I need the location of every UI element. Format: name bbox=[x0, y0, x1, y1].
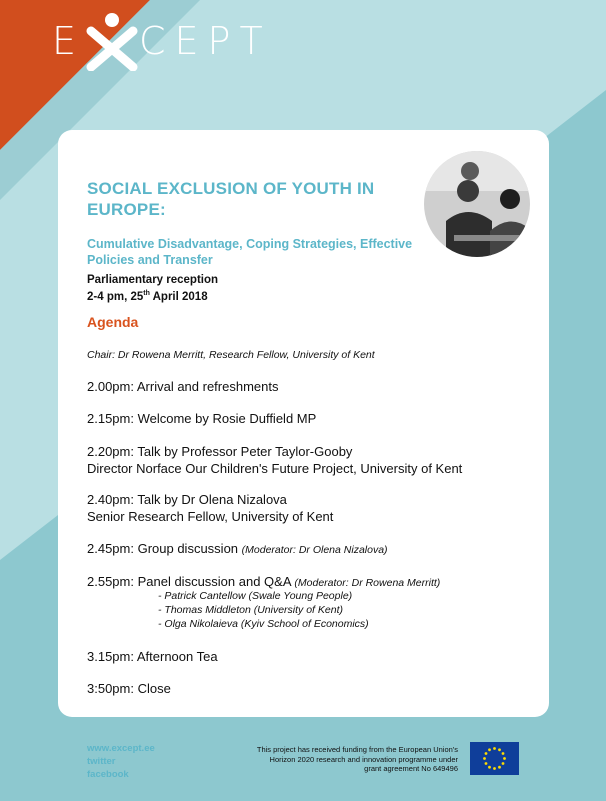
agenda-item: 2.15pm: Welcome by Rosie Duffield MP bbox=[87, 411, 317, 426]
logo-text-left: E bbox=[52, 19, 86, 63]
website-link[interactable]: www.except.ee bbox=[87, 743, 155, 754]
twitter-link[interactable]: twitter bbox=[87, 756, 116, 767]
panelist: - Olga Nikolaieva (Kyiv School of Economics) bbox=[158, 618, 369, 630]
people-photo bbox=[424, 151, 530, 257]
event-subtitle: Cumulative Disadvantage, Coping Strategies, Effective Policies and Transfer bbox=[87, 237, 413, 267]
event-title: SOCIAL EXCLUSION OF YOUTH IN EUROPE: bbox=[87, 179, 375, 219]
agenda-item: 2.00pm: Arrival and refreshments bbox=[87, 379, 279, 394]
agenda-item: 2.55pm: Panel discussion and Q&A (Moderator: Dr Rowena Merritt) bbox=[87, 574, 441, 589]
reception-label: Parliamentary reception bbox=[87, 274, 219, 286]
reception-date: 2-4 pm, 25th April 2018 bbox=[87, 290, 208, 303]
footer-links bbox=[87, 742, 155, 781]
logo-x-figure-icon bbox=[85, 11, 139, 71]
reception-info bbox=[87, 273, 218, 304]
eu-flag-icon bbox=[470, 742, 519, 775]
agenda-item: 3:50pm: Close bbox=[87, 681, 171, 696]
agenda-item: 2.40pm: Talk by Dr Olena Nizalova Senior Research Fellow, University of Kent bbox=[87, 492, 334, 524]
agenda-heading: Agenda bbox=[87, 314, 139, 330]
except-logo bbox=[52, 8, 272, 74]
agenda-item: 2.45pm: Group discussion (Moderator: Dr Olena Nizalova) bbox=[87, 541, 388, 556]
facebook-link[interactable]: facebook bbox=[87, 769, 129, 780]
panelist: - Thomas Middleton (University of Kent) bbox=[158, 604, 343, 616]
chair-line: Chair: Dr Rowena Merritt, Research Fellow, University of Kent bbox=[87, 349, 375, 361]
agenda-item: 3.15pm: Afternoon Tea bbox=[87, 649, 218, 664]
panelist: - Patrick Cantellow (Swale Young People) bbox=[158, 590, 353, 602]
agenda-item: 2.20pm: Talk by Professor Peter Taylor-Gooby Director Norface Our Children's Future Project, University of Kent bbox=[87, 444, 463, 476]
logo-text-right: CEPT bbox=[139, 19, 272, 63]
funding-statement: This project has received funding from the European Union's Horizon 2020 research and innovation programme under grant agreement No 649496 bbox=[256, 745, 458, 773]
